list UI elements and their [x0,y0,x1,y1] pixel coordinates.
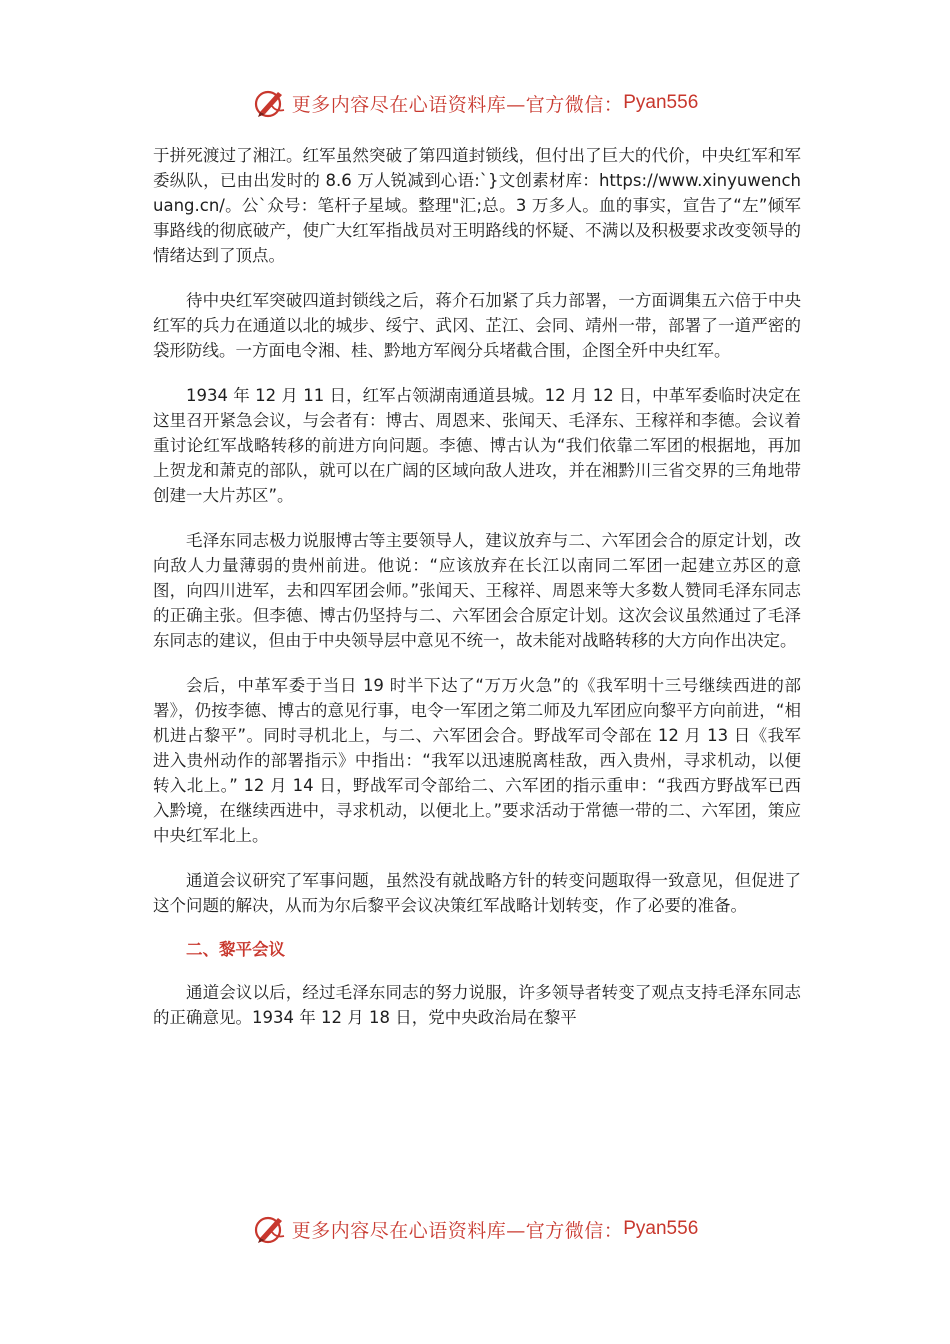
header-wechat-id: Pyan556 [623,92,699,113]
paragraph-1: 于拼死渡过了湘江。红军虽然突破了第四道封锁线，但付出了巨大的代价，中央红军和军委纵队，已由出发时的 8.6 万人锐减到心语:`}文创素材库：https://www.xinyuwenchuang.cn/。公`众号：笔杆子星域。整理"汇;总。3 万多人。血的事实，宣告了“左”倾军事路线的彻底破产，使广大红军指战员对王明路线的怀疑、不满以及积极要求改变领导的情绪达到了顶点。 [153,146,801,265]
footer-wechat-id: Pyan556 [623,1218,699,1239]
section-heading: 二、黎平会议 [186,940,285,959]
header-banner-text: 更多内容尽在心语资料库—官方微信： [291,93,624,116]
paragraph-5: 会后，中革军委于当日 19 时半下达了“万万火急”的《我军明十三号继续西进的部署》，仍按李德、博古的意见行事，电令一军团之第二师及九军团应向黎平方向前进，“相机进占黎平”。同时寻机北上，与二、六军团会合。野战军司令部在 12 月 13 日《我军进入贵州动作的部署指示》中指出：“我军以迅速脱离桂敌，西入贵州，寻求机动，以便转入北上。” 12 月 14 日，野战军司令部给二、六军团的指示重申：“我西方野战军已西入黔境，在继续西进中，寻求机动，以便北上。”要求活动于常德一带的二、六军团，策应中央红军北上。 [153,676,801,845]
pen-logo-icon [252,1212,288,1246]
paragraph-4: 毛泽东同志极力说服博古等主要领导人，建议放弃与二、六军团会合的原定计划，改向敌人力量薄弱的贵州前进。他说：“应该放弃在长江以南同二军团一起建立苏区的意图，向四川进军，去和四军团会师。”张闻天、王稼祥、周恩来等大多数人赞同毛泽东同志的正确主张。但李德、博古仍坚持与二、六军团会合原定计划。这次会议虽然通过了毛泽东同志的建议，但由于中央领导层中意见不统一，故未能对战略转移的大方向作出决定。 [153,531,801,650]
paragraph-7: 通道会议以后，经过毛泽东同志的努力说服，许多领导者转变了观点支持毛泽东同志的正确意见。1934 年 12 月 18 日，党中央政治局在黎平 [153,983,801,1027]
pen-logo-icon [252,86,288,120]
paragraph-3: 1934 年 12 月 11 日，红军占领湖南通道县城。12 月 12 日，中革军委临时决定在这里召开紧急会议，与会者有：博古、周恩来、张闻天、毛泽东、王稼祥和李德。会议着重讨论红军战略转移的前进方向问题。李德、博古认为“我们依靠二军团的根据地，再加上贺龙和萧克的部队，就可以在广阔的区域向敌人进攻，并在湘黔川三省交界的三角地带创建一大片苏区”。 [153,386,801,505]
footer-banner [0,1212,950,1246]
document-body [153,143,801,1050]
paragraph-2: 待中央红军突破四道封锁线之后，蒋介石加紧了兵力部署，一方面调集五六倍于中央红军的兵力在通道以北的城步、绥宁、武冈、芷江、会同、靖州一带，部署了一道严密的袋形防线。一方面电令湘、桂、黔地方军阀分兵堵截合围，企图全歼中央红军。 [153,291,801,360]
footer-banner-text: 更多内容尽在心语资料库—官方微信： [291,1219,624,1242]
header-banner [0,86,950,120]
paragraph-6: 通道会议研究了军事问题，虽然没有就战略方针的转变问题取得一致意见，但促进了这个问题的解决，从而为尔后黎平会议决策红军战略计划转变，作了必要的准备。 [153,871,801,915]
